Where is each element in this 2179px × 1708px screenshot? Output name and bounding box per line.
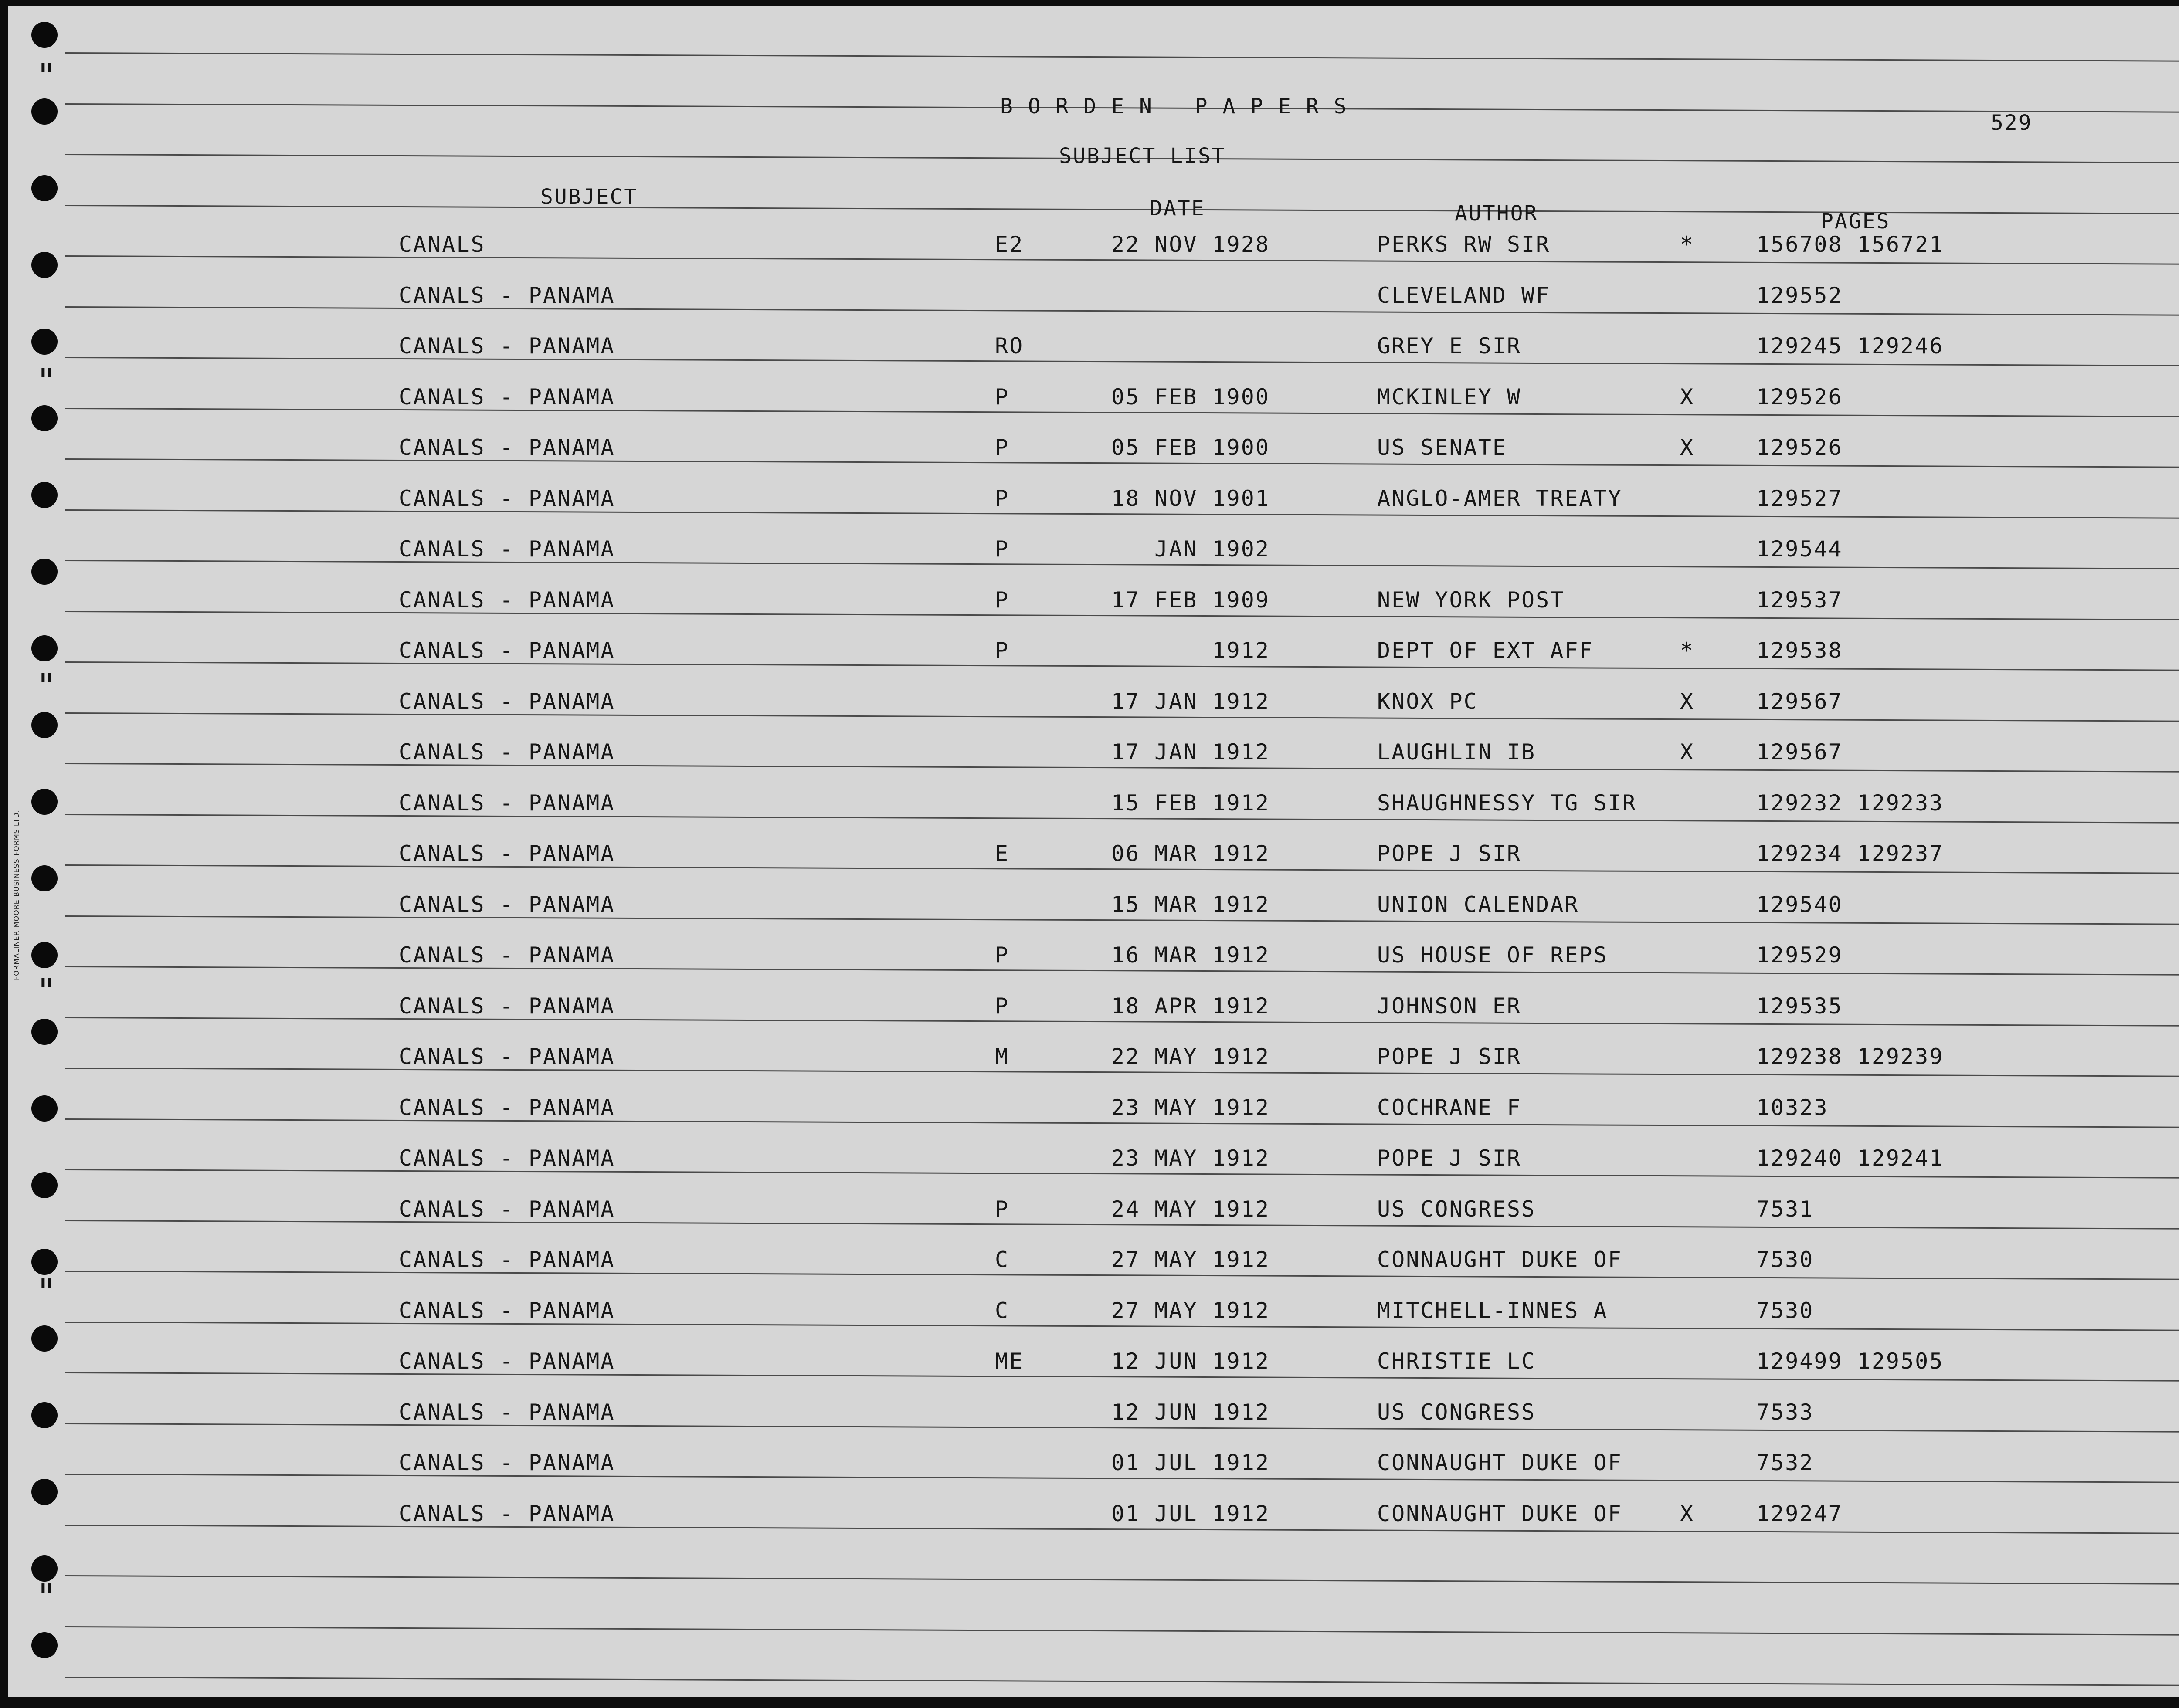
pages-cell: 7530 <box>1756 1247 1814 1272</box>
subject-cell: CANALS - PANAMA <box>399 435 615 460</box>
margin-mark: ıı <box>40 667 52 687</box>
subject-cell: CANALS - PANAMA <box>399 1044 615 1069</box>
author-cell: CONNAUGHT DUKE OF <box>1377 1247 1622 1272</box>
date-cell: 17 FEB 1909 <box>1111 587 1270 613</box>
list-row <box>0 1247 2179 1273</box>
feed-hole <box>31 22 58 48</box>
mark-cell: * <box>1680 232 1695 257</box>
code-cell: RO <box>995 333 1024 359</box>
mark-cell: * <box>1680 638 1695 663</box>
subject-cell: CANALS - PANAMA <box>399 1298 615 1323</box>
author-cell: NEW YORK POST <box>1377 587 1565 613</box>
author-cell: CONNAUGHT DUKE OF <box>1377 1450 1622 1475</box>
author-cell: POPE J SIR <box>1377 841 1522 866</box>
list-row <box>0 435 2179 461</box>
code-cell: P <box>995 435 1010 460</box>
subject-cell: CANALS - PANAMA <box>399 1349 615 1374</box>
author-cell: MCKINLEY W <box>1377 384 1522 410</box>
subject-cell: CANALS - PANAMA <box>399 790 615 816</box>
feed-hole <box>31 98 58 125</box>
feed-hole <box>31 712 58 738</box>
feed-hole <box>31 865 58 891</box>
subject-cell: CANALS - PANAMA <box>399 1247 615 1272</box>
mark-cell: X <box>1680 688 1695 714</box>
mark-cell: X <box>1680 384 1695 410</box>
mark-cell: X <box>1680 435 1695 460</box>
date-cell: 18 APR 1912 <box>1111 993 1270 1019</box>
date-cell: 06 MAR 1912 <box>1111 841 1270 866</box>
code-cell: P <box>995 993 1010 1019</box>
date-cell: 24 MAY 1912 <box>1111 1196 1270 1222</box>
feed-hole <box>31 175 58 201</box>
author-cell: US SENATE <box>1377 435 1507 460</box>
code-cell: P <box>995 536 1010 562</box>
margin-mark: ıı <box>40 362 52 382</box>
date-cell: 12 JUN 1912 <box>1111 1349 1270 1374</box>
pages-cell: 10323 <box>1756 1095 1829 1120</box>
list-row <box>0 942 2179 969</box>
margin-mark: ıı <box>40 972 52 992</box>
code-cell: C <box>995 1298 1010 1323</box>
margin-mark: ıı <box>40 1577 52 1597</box>
code-cell: P <box>995 587 1010 613</box>
pages-cell: 129527 <box>1756 485 1843 511</box>
subject-cell: CANALS - PANAMA <box>399 1095 615 1120</box>
date-cell: 16 MAR 1912 <box>1111 942 1270 968</box>
pages-cell: 129537 <box>1756 587 1843 613</box>
date-cell: JAN 1902 <box>1154 536 1270 562</box>
column-header-pages: PAGES <box>1821 209 1891 234</box>
pages-cell: 7532 <box>1756 1450 1814 1475</box>
pages-cell: 129232 129233 <box>1756 790 1944 816</box>
pages-cell: 129234 129237 <box>1756 841 1944 866</box>
list-row <box>0 1501 2179 1527</box>
mark-cell: X <box>1680 1501 1695 1526</box>
date-cell: 23 MAY 1912 <box>1111 1095 1270 1120</box>
code-cell: P <box>995 638 1010 663</box>
list-row <box>0 1044 2179 1070</box>
scan-border-bottom <box>0 1697 2179 1708</box>
author-cell: COCHRANE F <box>1377 1095 1522 1120</box>
feed-hole <box>31 1019 58 1045</box>
list-row <box>0 892 2179 918</box>
date-cell: 1912 <box>1212 638 1270 663</box>
mark-cell: X <box>1680 739 1695 765</box>
list-row <box>0 1298 2179 1324</box>
date-cell: 12 JUN 1912 <box>1111 1399 1270 1425</box>
date-cell: 05 FEB 1900 <box>1111 384 1270 410</box>
author-cell: JOHNSON ER <box>1377 993 1522 1019</box>
pages-cell: 129535 <box>1756 993 1843 1019</box>
author-cell: POPE J SIR <box>1377 1145 1522 1171</box>
pages-cell: 129544 <box>1756 536 1843 562</box>
author-cell: US CONGRESS <box>1377 1399 1536 1425</box>
pages-cell: 129245 129246 <box>1756 333 1944 359</box>
author-cell: US HOUSE OF REPS <box>1377 942 1608 968</box>
feed-hole <box>31 1172 58 1198</box>
code-cell: P <box>995 384 1010 410</box>
subject-cell: CANALS - PANAMA <box>399 942 615 968</box>
list-row <box>0 1196 2179 1223</box>
author-cell: POPE J SIR <box>1377 1044 1522 1069</box>
list-row <box>0 587 2179 613</box>
list-row <box>0 1145 2179 1172</box>
code-cell: P <box>995 1196 1010 1222</box>
list-row <box>0 536 2179 563</box>
feed-hole <box>31 1632 58 1658</box>
margin-mark: ıı <box>40 57 52 77</box>
date-cell: 01 JUL 1912 <box>1111 1450 1270 1475</box>
list-row <box>0 638 2179 664</box>
list-row <box>0 283 2179 309</box>
pages-cell: 129567 <box>1756 688 1843 714</box>
list-row <box>0 841 2179 867</box>
column-header-subject: SUBJECT <box>540 185 638 209</box>
code-cell: E2 <box>995 232 1024 257</box>
date-cell: 22 MAY 1912 <box>1111 1044 1270 1069</box>
pages-cell: 129538 <box>1756 638 1843 663</box>
subject-cell: CANALS - PANAMA <box>399 841 615 866</box>
subject-cell: CANALS - PANAMA <box>399 384 615 410</box>
code-cell: M <box>995 1044 1010 1069</box>
author-cell: SHAUGHNESSY TG SIR <box>1377 790 1637 816</box>
date-cell: 15 MAR 1912 <box>1111 891 1270 917</box>
list-row <box>0 486 2179 512</box>
subject-cell: CANALS - PANAMA <box>399 1399 615 1425</box>
list-row <box>0 232 2179 258</box>
subject-cell: CANALS - PANAMA <box>399 333 615 359</box>
date-cell: 27 MAY 1912 <box>1111 1298 1270 1323</box>
date-cell: 15 FEB 1912 <box>1111 790 1270 816</box>
subject-cell: CANALS - PANAMA <box>399 1145 615 1171</box>
author-cell: CLEVELAND WF <box>1377 282 1551 308</box>
list-row <box>0 739 2179 766</box>
author-cell: PERKS RW SIR <box>1377 232 1551 257</box>
ruled-line <box>65 1575 2179 1585</box>
author-cell: US CONGRESS <box>1377 1196 1536 1222</box>
ruled-line <box>65 1626 2179 1636</box>
pages-cell: 129540 <box>1756 891 1843 917</box>
pages-cell: 129240 129241 <box>1756 1145 1944 1171</box>
subject-cell: CANALS - PANAMA <box>399 485 615 511</box>
list-row <box>0 1349 2179 1375</box>
subject-cell: CANALS - PANAMA <box>399 891 615 917</box>
pages-cell: 129526 <box>1756 384 1843 410</box>
list-row <box>0 689 2179 715</box>
column-header-author: AUTHOR <box>1455 201 1538 226</box>
pages-cell: 7530 <box>1756 1298 1814 1323</box>
code-cell: P <box>995 942 1010 968</box>
list-row <box>0 993 2179 1020</box>
author-cell: KNOX PC <box>1377 688 1478 714</box>
subject-cell: CANALS - PANAMA <box>399 688 615 714</box>
feed-hole <box>31 1325 58 1352</box>
ruled-line <box>65 1677 2179 1686</box>
pages-cell: 129526 <box>1756 435 1843 460</box>
subject-cell: CANALS - PANAMA <box>399 739 615 765</box>
subject-cell: CANALS - PANAMA <box>399 638 615 663</box>
subject-cell: CANALS - PANAMA <box>399 587 615 613</box>
date-cell: 18 NOV 1901 <box>1111 485 1270 511</box>
page-number: 529 <box>1991 111 2033 135</box>
author-cell: LAUGHLIN IB <box>1377 739 1536 765</box>
collection-title: B O R D E N P A P E R S <box>1000 94 1348 119</box>
column-header-date: DATE <box>1150 196 1205 220</box>
pages-cell: 7531 <box>1756 1196 1814 1222</box>
pages-cell: 129247 <box>1756 1501 1843 1526</box>
date-cell: 05 FEB 1900 <box>1111 435 1270 460</box>
subject-cell: CANALS - PANAMA <box>399 1196 615 1222</box>
author-cell: UNION CALENDAR <box>1377 891 1579 917</box>
scan-border-top <box>0 0 2179 6</box>
ruled-line <box>65 52 2179 62</box>
author-cell: MITCHELL-INNES A <box>1377 1298 1608 1323</box>
code-cell: ME <box>995 1349 1024 1374</box>
date-cell: 27 MAY 1912 <box>1111 1247 1270 1272</box>
feed-hole <box>31 559 58 585</box>
list-row <box>0 790 2179 817</box>
author-cell: ANGLO-AMER TREATY <box>1377 485 1622 511</box>
pages-cell: 129567 <box>1756 739 1843 765</box>
pages-cell: 129552 <box>1756 282 1843 308</box>
code-cell: E <box>995 841 1010 866</box>
pages-cell: 156708 156721 <box>1756 232 1944 257</box>
subject-cell: CANALS - PANAMA <box>399 282 615 308</box>
author-cell: CHRISTIE LC <box>1377 1349 1536 1374</box>
list-subtitle: SUBJECT LIST <box>1059 144 1226 168</box>
subject-cell: CANALS <box>399 232 485 257</box>
subject-cell: CANALS - PANAMA <box>399 536 615 562</box>
date-cell: 17 JAN 1912 <box>1111 739 1270 765</box>
list-row <box>0 1095 2179 1121</box>
list-row <box>0 1400 2179 1426</box>
author-cell: DEPT OF EXT AFF <box>1377 638 1594 663</box>
list-row <box>0 1450 2179 1476</box>
code-cell: P <box>995 485 1010 511</box>
author-cell: GREY E SIR <box>1377 333 1522 359</box>
date-cell: 22 NOV 1928 <box>1111 232 1270 257</box>
form-imprint: FORMALINER MOORE BUSINESS FORMS LTD. <box>12 810 20 980</box>
subject-cell: CANALS - PANAMA <box>399 1501 615 1526</box>
pages-cell: 129529 <box>1756 942 1843 968</box>
subject-cell: CANALS - PANAMA <box>399 1450 615 1475</box>
margin-mark: ıı <box>40 1272 52 1292</box>
pages-cell: 129238 129239 <box>1756 1044 1944 1069</box>
date-cell: 23 MAY 1912 <box>1111 1145 1270 1171</box>
author-cell: CONNAUGHT DUKE OF <box>1377 1501 1622 1526</box>
date-cell: 01 JUL 1912 <box>1111 1501 1270 1526</box>
code-cell: C <box>995 1247 1010 1272</box>
list-row <box>0 333 2179 359</box>
pages-cell: 7533 <box>1756 1399 1814 1425</box>
list-row <box>0 384 2179 410</box>
date-cell: 17 JAN 1912 <box>1111 688 1270 714</box>
subject-cell: CANALS - PANAMA <box>399 993 615 1019</box>
pages-cell: 129499 129505 <box>1756 1349 1944 1374</box>
